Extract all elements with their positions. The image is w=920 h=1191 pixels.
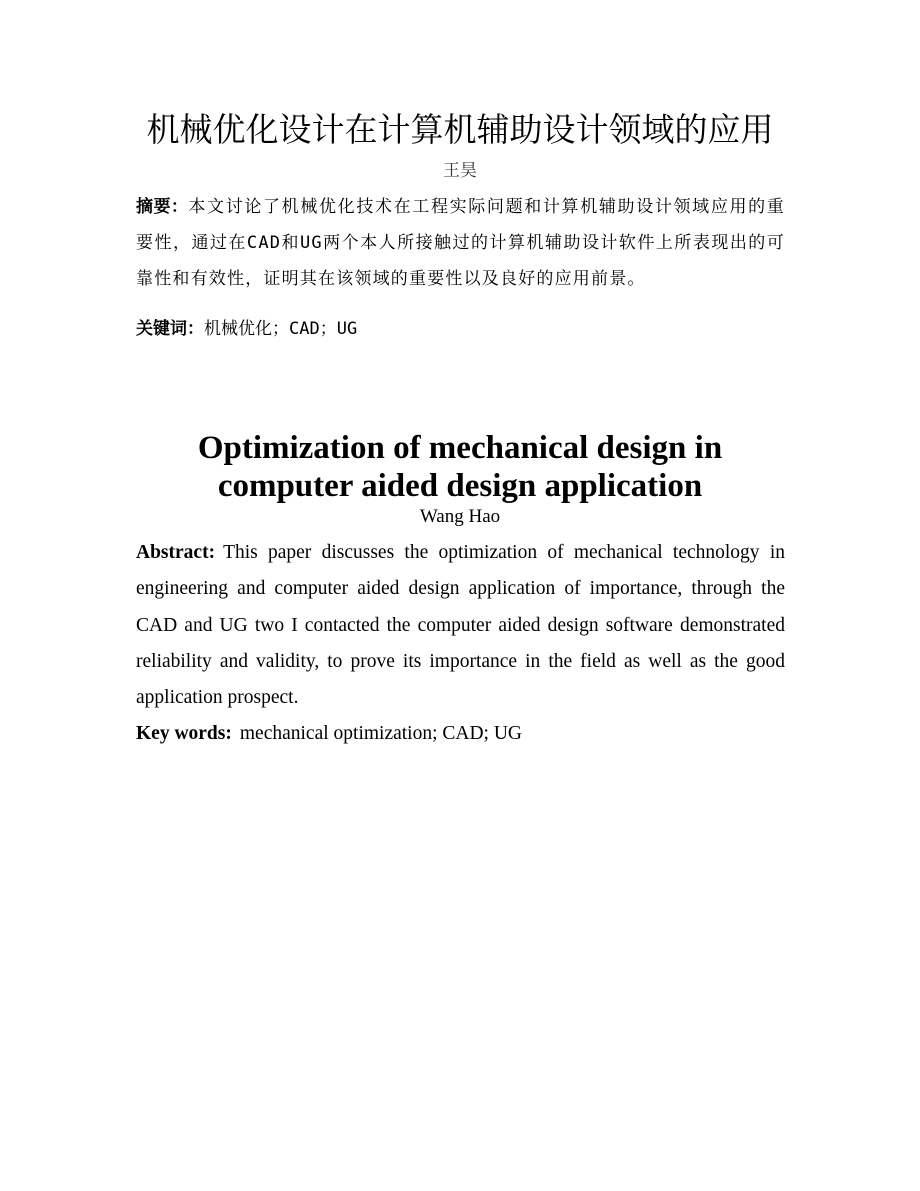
chinese-keywords-label: 关键词： — [136, 319, 204, 339]
english-abstract-label: Abstract: — [136, 542, 216, 563]
english-title-line-1: Optimization of mechanical design in — [197, 430, 723, 466]
english-keywords — [136, 718, 785, 750]
chinese-keywords — [136, 314, 785, 344]
chinese-abstract — [136, 189, 785, 297]
english-abstract — [136, 535, 785, 716]
english-keywords-label: Key words: — [136, 723, 232, 744]
english-title — [0, 429, 920, 505]
chinese-title: 机械优化设计在计算机辅助设计领域的应用 — [146, 110, 774, 149]
english-abstract-text: This paper discusses the optimization of mechanical technology in engineering and computer aided design application of importance, through the CAD and UG two I contacted the computer aided design software demonstrated reliability and validity, to prove its importance in the field as well as the good application prospect. — [136, 542, 785, 709]
chinese-abstract-label: 摘要： — [136, 197, 189, 217]
chinese-keywords-text: 机械优化；CAD；UG — [204, 319, 358, 339]
chinese-abstract-text: 本文讨论了机械优化技术在工程实际问题和计算机辅助设计领域应用的重要性，通过在CAD和UG两个本人所接触过的计算机辅助设计软件上所表现出的可靠性和有效性，证明其在该领域的重要性以及良好的应用前景。 — [136, 197, 786, 289]
english-keywords-text: mechanical optimization; CAD; UG — [239, 723, 523, 744]
chinese-author: 王昊 — [443, 161, 477, 181]
english-title-line-2: computer aided design application — [217, 468, 703, 504]
english-author: Wang Hao — [419, 506, 501, 527]
